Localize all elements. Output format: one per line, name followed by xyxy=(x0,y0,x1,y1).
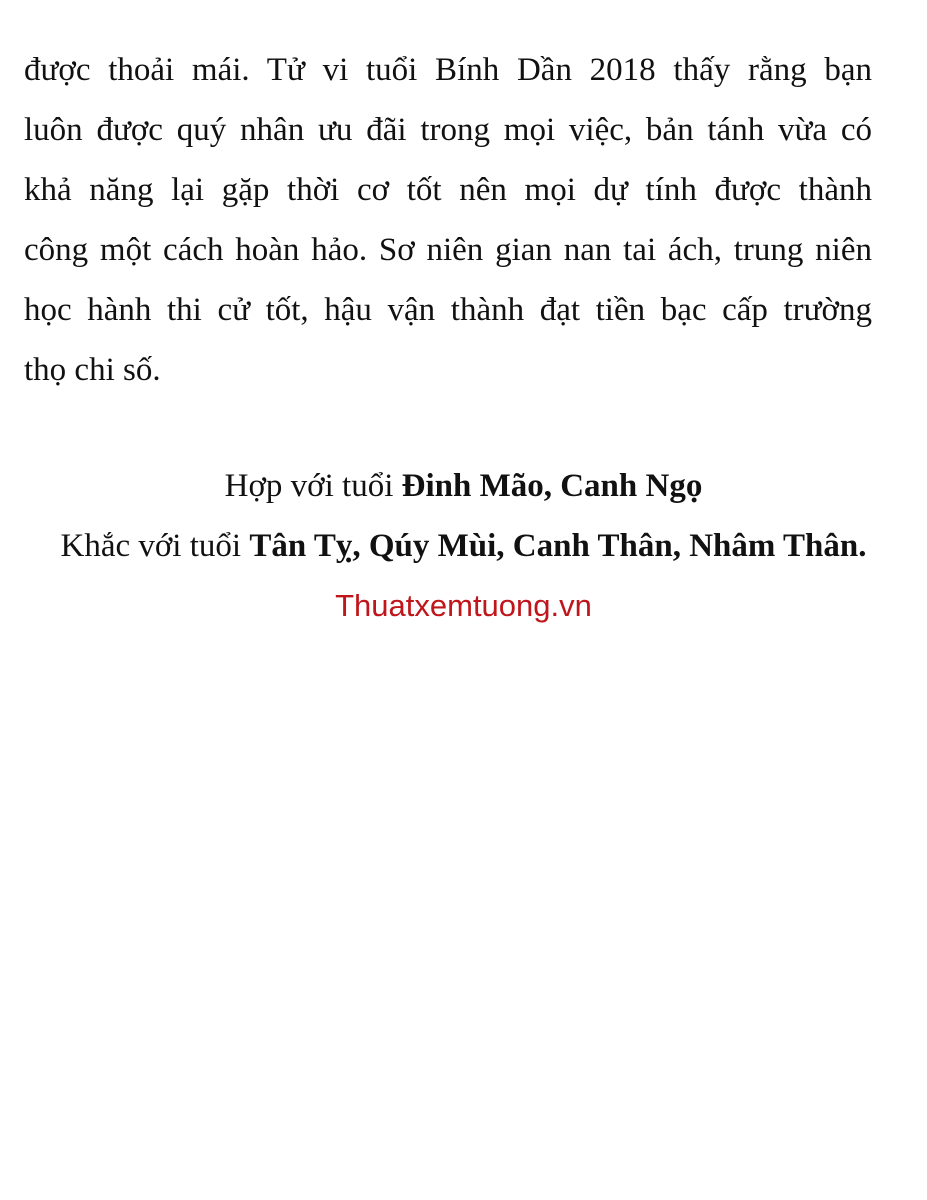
conflicting-ages-line xyxy=(0,526,927,566)
conflicting-ages-prefix: Khắc với tuổi xyxy=(60,528,250,564)
paragraph-line: khả năng lại gặp thời cơ tốt nên mọi dự tính được thành xyxy=(24,172,872,208)
paragraph-line: học hành thi cử tốt, hậu vận thành đạt tiền bạc cấp trường xyxy=(24,292,872,328)
paragraph-line: thọ chi số. xyxy=(24,352,161,388)
site-watermark: Thuatxemtuong.vn xyxy=(335,588,592,623)
compatible-ages-list: Đinh Mão, Canh Ngọ xyxy=(401,468,703,504)
compatible-ages-line xyxy=(0,466,927,506)
paragraph-line: công một cách hoàn hảo. Sơ niên gian nan tai ách, trung niên xyxy=(24,232,872,268)
compatible-ages-prefix: Hợp với tuổi xyxy=(224,468,402,504)
paragraph-line: luôn được quý nhân ưu đãi trong mọi việc, bản tánh vừa có xyxy=(24,112,872,148)
conflicting-ages-list: Tân Tỵ, Qúy Mùi, Canh Thân, Nhâm Thân. xyxy=(249,528,867,564)
paragraph-line: được thoải mái. Tử vi tuổi Bính Dần 2018 thấy rằng bạn xyxy=(24,52,872,88)
body-paragraph xyxy=(24,40,872,400)
